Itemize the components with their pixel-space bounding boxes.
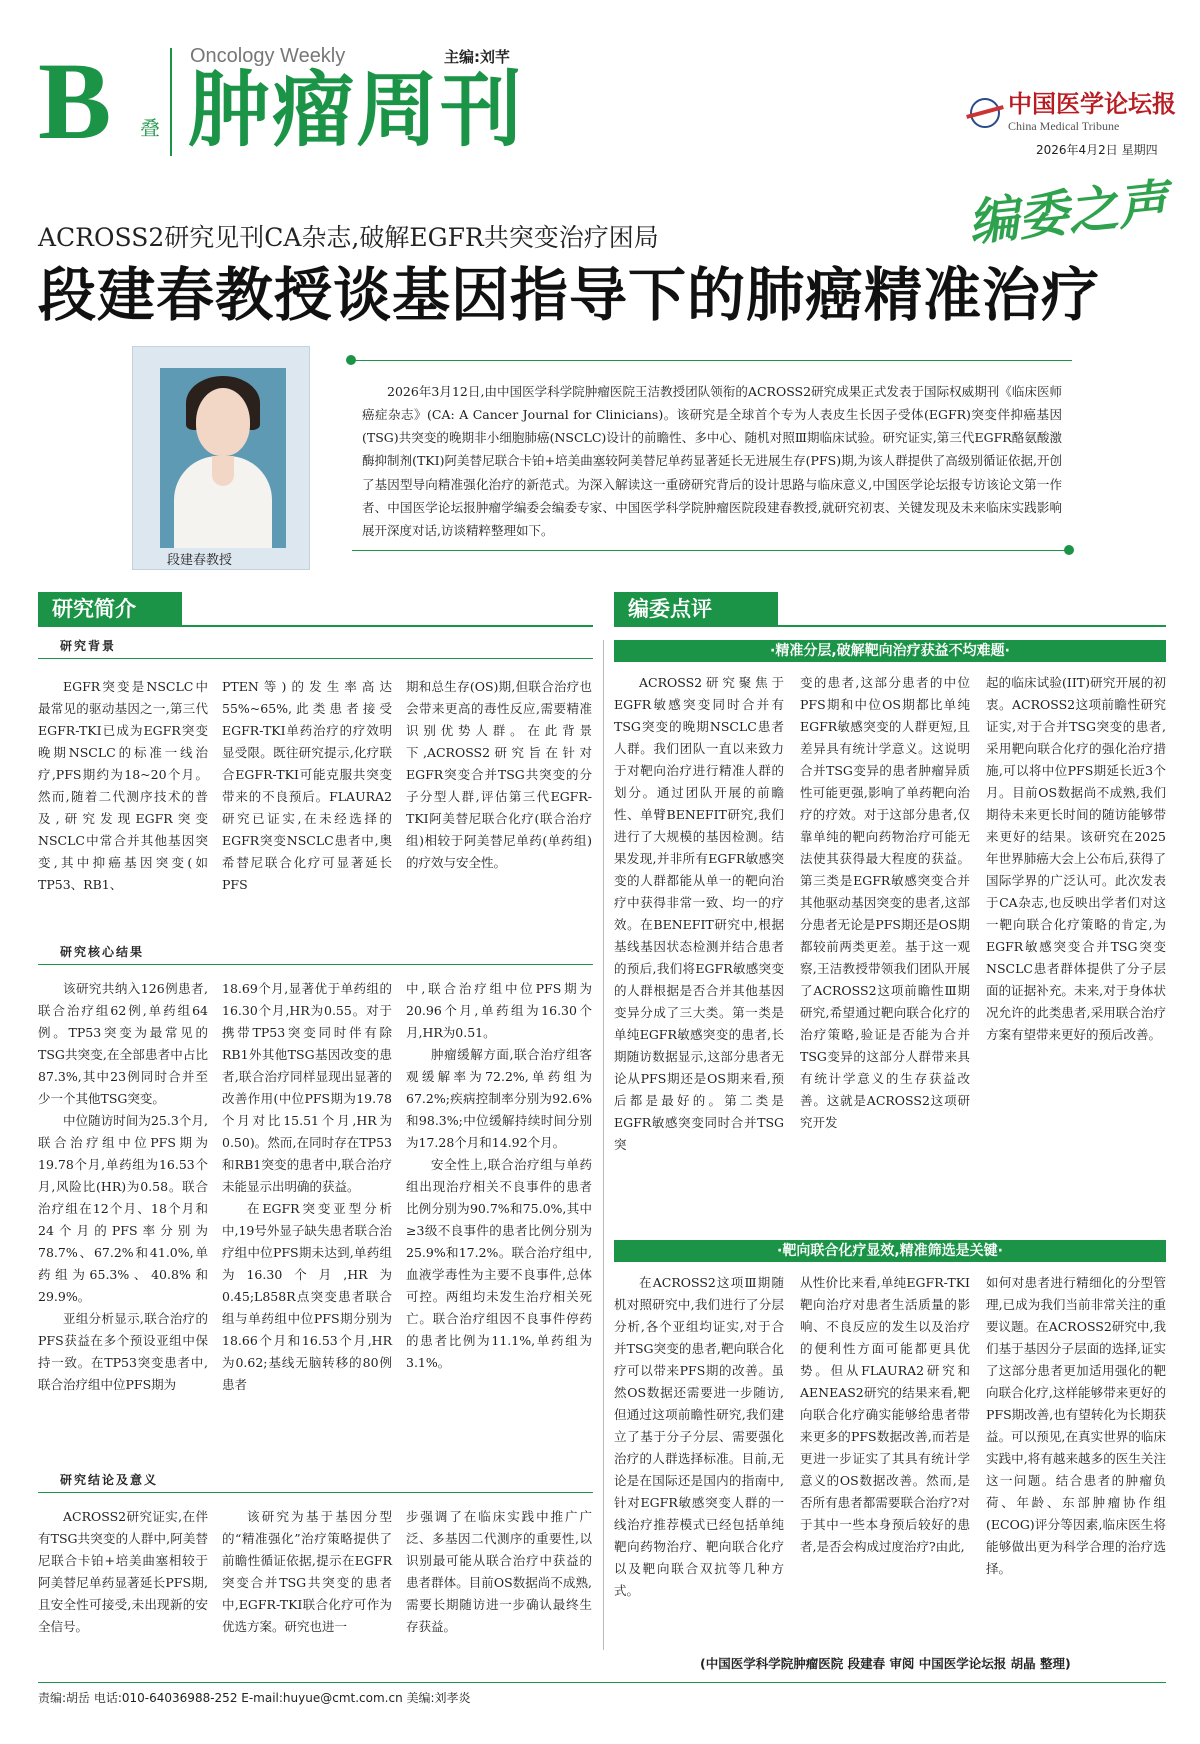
core-col-3: 中,联合治疗组中位PFS期为20.96个月,单药组为16.30个月,HR为0.51。 肿瘤缓解方面,联合治疗组客观缓解率为72.2%,单药组为67.2%;疾病控制率分别为92.6%和98.3%;中位缓解持续时间分别为17.28个月和14.92个月。 安全性上,联合治疗组与单药组出现治疗相关不良事件的患者比例分别为90.7%和75.0%,其中≥3级不良事件的患者比例分别为25.9%和17.2%。联合治疗组中,血液学毒性为主要不良事件,总体可控。两组均未发生治疗相关死亡。联合治疗组因不良事件停药的患者比例为11.1%,单药组为3.1%。 <box>406 981 592 1370</box>
intro-rule-bottom <box>352 550 1072 551</box>
background-col-2: PTEN等)的发生率高达55%~65%,此类患者接受EGFR-TKI单药治疗的疗效明显受限。既往研究提示,化疗联合EGFR-TKI可能克服共突变带来的不良预后。FLAURA2研究已证实,在未经选择的EGFR突变NSCLC患者中,奥希替尼联合化疗可显著延长PFS <box>222 679 392 892</box>
tribune-logo-en: China Medical Tribune <box>1008 119 1120 133</box>
tribune-logo-icon <box>970 98 1000 128</box>
article-intro: 2026年3月12日,由中国医学科学院肿瘤医院王洁教授团队领衔的ACROSS2研究成果正式发表于国际权威期刊《临床医师癌症杂志》(CA: A Cancer Journal for Clinicians)。该研究是全球首个专为人表皮生长因子受体(EGFR)突变伴抑癌基因(TSG)共突变的晚期非小细胞肺癌(NSCLC)设计的前瞻性、多中心、随机对照Ⅲ期临床试验。研究证实,第三代EGFR酪氨酸激酶抑制剂(TKI)阿美替尼联合卡铂+培美曲塞较阿美替尼单药显著延长无进展生存(PFS)期,为该人群提供了高级别循证依据,开创了基因型导向精准强化治疗的新范式。为深入解读这一重磅研究背后的设计思路与临床意义,中国医学论坛报专访该论文第一作者、中国医学论坛报肿瘤学编委会编委专家、中国医学科学院肿瘤医院段建春教授,就研究初衷、关键发现及未来临床实践影响展开深度对话,访谈精粹整理如下。 <box>362 384 1062 538</box>
conclusion-col-2: 该研究为基于基因分型的“精准强化”治疗策略提供了前瞻性循证依据,提示在EGFR突变合并TSG共突变的患者中,EGFR-TKI联合化疗可作为优选方案。研究也进一 <box>222 1509 392 1634</box>
intro-dot-bottom <box>1064 545 1074 555</box>
section-letter: B <box>38 40 112 162</box>
comment2-col-3: 如何对患者进行精细化的分型管理,已成为我们当前非常关注的重要议题。在ACROSS2研究中,我们基于基因分子层面的选择,证实了这部分患者更加适用强化的靶向联合化疗,这样能够带来更好的PFS期改善,也有望转化为长期获益。可以预见,在真实世界的临床实践中,将有越来越多的医生关注这一问题。结合患者的肿瘤负荷、年龄、东部肿瘤协作组(ECOG)评分等因素,临床医生将能够做出更为科学合理的治疗选择。 <box>986 1275 1166 1576</box>
core-col-2: 18.69个月,显著优于单药组的16.30个月,HR为0.55。对于携带TP53突变同时伴有除RB1外其他TSG基因改变的患者,联合治疗同样显现出显著的改善作用(中位PFS期为19.78个月对比15.51个月,HR为0.50)。然而,在同时存在TP53和RB1突变的患者中,联合治疗未能显示出明确的获益。 在EGFR突变亚型分析中,19号外显子缺失患者联合治疗组中位PFS期未达到,单药组为16.30个月,HR为0.45;L858R点突变患者联合组与单药组中位PFS期分别为18.66个月和16.53个月,HR为0.62;基线无脑转移的80例患者 <box>222 981 392 1392</box>
section-title-comment: 编委点评 <box>614 592 778 626</box>
comment-band-2: ·靶向联合化疗显效,精准筛选是关键· <box>614 1240 1166 1262</box>
intro-dot-top <box>346 355 356 365</box>
section-rule-right <box>614 625 1166 627</box>
weekly-en-title: Oncology Weekly <box>190 45 346 67</box>
background-col-3: 期和总生存(OS)期,但联合治疗也会带来更高的毒性反应,需要精准识别优势人群。在此背景下,ACROSS2研究旨在针对EGFR突变合并TSG共突变的分子分型人群,评估第三代EGFR-TKI阿美替尼联合化疗(联合治疗组)相较于阿美替尼单药(单药组)的疗效与安全性。 <box>406 679 592 870</box>
subhead-background: 研究背景 <box>60 639 117 653</box>
subhead-rule <box>38 964 593 965</box>
subhead-core-results: 研究核心结果 <box>60 945 145 959</box>
article-subtitle: ACROSS2研究见刊CA杂志,破解EGFR共突变治疗困局 <box>38 223 659 252</box>
issue-date: 2026年4月2日 星期四 <box>1036 143 1158 157</box>
photo-caption: 段建春教授 <box>167 553 233 568</box>
intro-rule-top <box>352 360 1072 361</box>
subhead-rule <box>38 1492 593 1493</box>
portrait-neck <box>212 456 234 486</box>
section-rule-left <box>38 625 593 627</box>
chief-editor: 主编:刘芊 <box>444 48 510 66</box>
article-headline: 段建春教授谈基因指导下的肺癌精准治疗 <box>38 261 1101 329</box>
comment1-col-2: 变的患者,这部分患者的中位PFS期和中位OS期都比单纯EGFR敏感突变的人群更短,且差异具有统计学意义。这说明合并TSG变异的患者肿瘤异质性可能更强,影响了单药靶向治疗的疗效。对于这部分患者,仅靠单纯的靶向药物治疗可能无法使其获得最大程度的获益。第三类是EGFR敏感突变合并其他驱动基因突变的患者,这部分患者无论是PFS期还是OS期都较前两类更差。基于这一观察,王洁教授带领我们团队开展了ACROSS2这项前瞻性Ⅲ期研究,希望通过靶向联合化疗的治疗策略,验证是否能为合并TSG变异的这部分人群带来具有统计学意义的生存获益改善。这就是ACROSS2这项研究开发 <box>800 675 970 1130</box>
comment2-col-1: 在ACROSS2这项Ⅲ期随机对照研究中,我们进行了分层分析,各个亚组均证实,对于合并TSG突变的患者,靶向联合化疗可以带来PFS期的改善。虽然OS数据还需要进一步随访,但通过这项前瞻性研究,我们建立了基于分子分层、需要强化治疗的人群选择标准。目前,无论是在国际还是国内的指南中,针对EGFR敏感突变人群的一线治疗推荐模式已经包括单纯靶向药物治疗、靶向联合化疗以及靶向联合双抗等几种方式。 <box>614 1275 784 1598</box>
comment2-col-2: 从性价比来看,单纯EGFR-TKI靶向治疗对患者生活质量的影响、不良反应的发生以及治疗的便利性方面可能都更具优势。但从FLAURA2研究和AENEAS2研究的结果来看,靶向联合化疗确实能够给患者带来更多的PFS数据改善,而若是更进一步证实了其具有统计学意义的OS数据改善。然而,是否所有患者都需要联合治疗?对于其中一些本身预后较好的患者,是否会构成过度治疗?由此, <box>800 1275 970 1554</box>
background-col-1: EGFR突变是NSCLC中最常见的驱动基因之一,第三代EGFR-TKI已成为EGFR突变晚期NSCLC的标准一线治疗,PFS期约为18~20个月。然而,随着二代测序技术的普及,研究发现EGFR突变NSCLC中常合并其他基因突变,其中抑癌基因突变(如TP53、RB1、 <box>38 679 208 892</box>
page-footer: 责编:胡岳 电话:010-64036988-252 E-mail:huyue@cmt.com.cn 美编:刘孝炎 <box>38 1691 471 1705</box>
comment1-col-1: ACROSS2研究聚焦于EGFR敏感突变同时合并有TSG突变的晚期NSCLC患者人群。我们团队一直以来致力于对靶向治疗进行精准人群的划分。通过团队开展的前瞻性、单臂BENEFIT研究,我们进行了大规模的基因检测。结果发现,并非所有EGFR敏感突变的人群都能从单一的靶向治疗中获得非常一致、均一的疗效。在BENEFIT研究中,根据基线基因状态检测并结合患者的预后,我们将EGFR敏感突变的人群根据是否合并其他基因变异分成了三大类。第一类是单纯EGFR敏感突变的患者,长期随访数据显示,这部分患者无论从PFS期还是OS期来看,预后都是最好的。第二类是EGFR敏感突变同时合并TSG突 <box>614 675 784 1152</box>
masthead-divider <box>170 48 172 156</box>
portrait-face <box>196 388 250 456</box>
section-title-study: 研究简介 <box>38 592 182 626</box>
core-col-1: 该研究共纳入126例患者,联合治疗组62例,单药组64例。TP53突变为最常见的TSG共突变,在全部患者中占比87.3%,其中23例同时合并至少一个其他TSG突变。 中位随访时间为25.3个月,联合治疗组中位PFS期为19.78个月,单药组为16.53个月,风险比(HR)为0.58。联合治疗组在12个月、18个月和24个月的PFS率分别为78.7%、67.2%和41.0%,单药组为65.3%、40.8%和29.9%。 亚组分析显示,联合治疗的PFS获益在多个预设亚组中保持一致。在TP53突变患者中,联合治疗组中位PFS期为 <box>38 981 208 1392</box>
subhead-rule <box>38 658 593 659</box>
tribune-logo-cn: 中国医学论坛报 <box>1008 89 1176 118</box>
subhead-conclusion: 研究结论及意义 <box>60 1473 159 1487</box>
footer-rule <box>38 1682 1166 1683</box>
column-divider <box>603 640 604 1650</box>
comment-band-1: ·精准分层,破解靶向治疗获益不均难题· <box>614 640 1166 662</box>
conclusion-col-1: ACROSS2研究证实,在伴有TSG共突变的人群中,阿美替尼联合卡铂+培美曲塞相较于阿美替尼单药显著延长PFS期,且安全性可接受,未出现新的安全信号。 <box>38 1509 208 1634</box>
editor-voice-calligraphy: 编委之声 <box>965 172 1171 253</box>
conclusion-col-3: 步强调了在临床实践中推广广泛、多基因二代测序的重要性,以识别最可能从联合治疗中获益的患者群体。目前OS数据尚不成熟,需要长期随访进一步确认最终生存获益。 <box>406 1509 592 1634</box>
section-label: 叠 <box>140 116 160 140</box>
comment1-col-3: 起的临床试验(IIT)研究开展的初衷。ACROSS2这项前瞻性研究证实,对于合并TSG突变的患者,采用靶向联合化疗的强化治疗措施,可以将中位PFS期延长近3个月。目前OS数据尚不成熟,我们期待未来更长时间的随访能够带来更好的结果。该研究在2025年世界肺癌大会上公布后,获得了国际学界的广泛认可。此次发表于CA杂志,也反映出学者们对这一靶向联合化疗策略的肯定,为EGFR敏感突变合并TSG突变NSCLC患者群体提供了分子层面的证据补充。未来,对于身体状况允许的此类患者,采用联合治疗方案有望带来更好的预后改善。 <box>986 675 1166 1042</box>
paper-title: 肿瘤周刊 <box>188 63 525 158</box>
article-attribution: (中国医学科学院肿瘤医院 段建春 审阅 中国医学论坛报 胡晶 整理) <box>700 1656 1071 1671</box>
